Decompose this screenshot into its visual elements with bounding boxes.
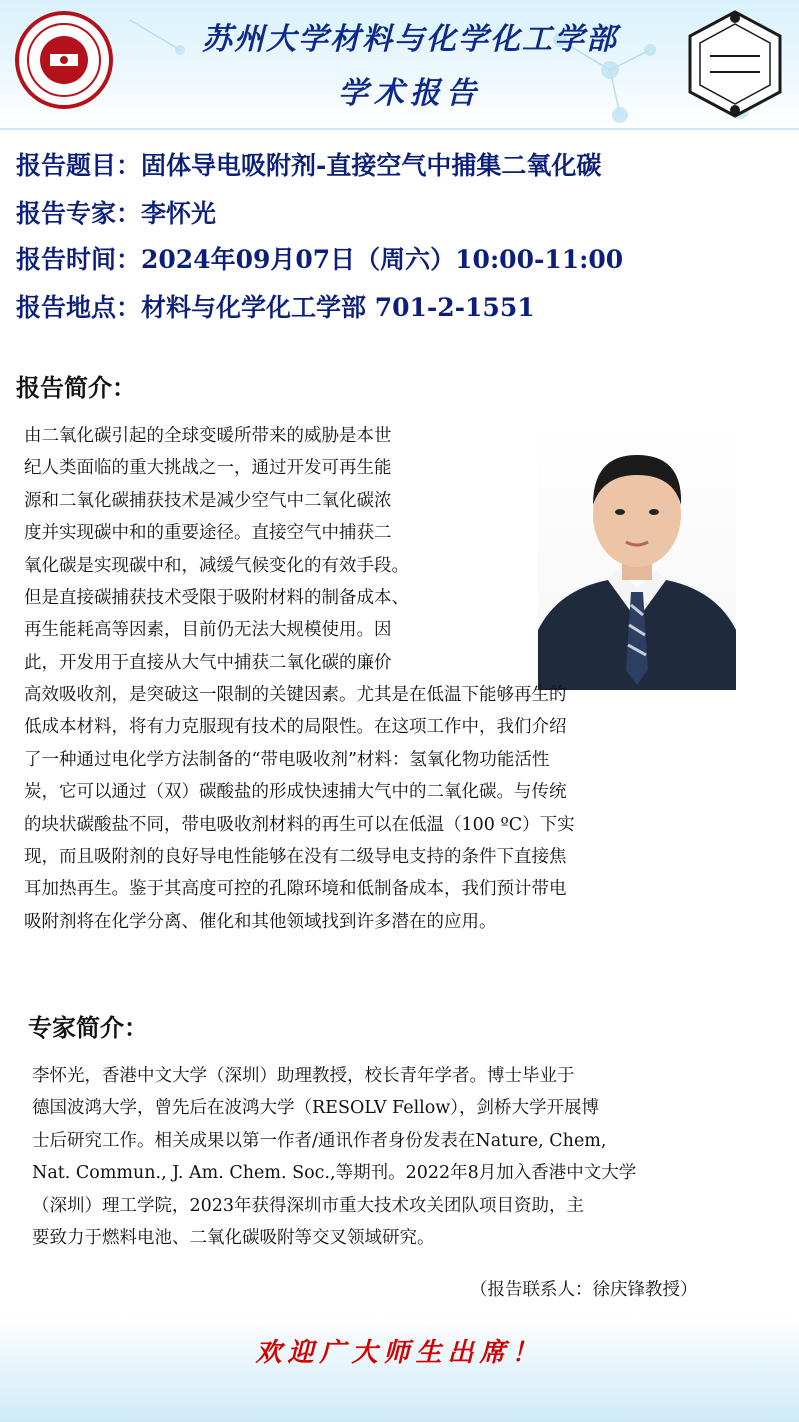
abstract-narrow-block bbox=[24, 420, 534, 679]
header-banner bbox=[0, 0, 799, 130]
welcome-message: 欢迎广大师生出席！ bbox=[255, 1338, 544, 1368]
abstract-line: 吸附剂将在化学分离、催化和其他领域找到许多潜在的应用。 bbox=[24, 911, 497, 932]
report-title: 报告题目：固体导电吸附剂-直接空气中捕集二氧化碳 bbox=[16, 151, 602, 180]
bio-heading: 专家简介： bbox=[28, 1014, 148, 1042]
abstract-line: 现，而且吸附剂的良好导电性能够在没有二级导电支持的条件下直接焦 bbox=[24, 847, 567, 868]
bio-block bbox=[32, 1060, 782, 1254]
report-location: 报告地点：材料与化学化工学部 701-2-1551 bbox=[16, 293, 535, 322]
header-subtitle: 学术报告 bbox=[338, 76, 482, 111]
abstract-line: 的块状碳酸盐不同，带电吸收剂材料的再生可以在低温（100 ºC）下实 bbox=[24, 814, 575, 835]
bio-line: 李怀光，香港中文大学（深圳）助理教授，校长青年学者。博士毕业于 bbox=[32, 1066, 575, 1086]
report-time: 报告时间：2024年09月07日（周六）10:00-11:00 bbox=[16, 245, 624, 274]
abstract-wide-block bbox=[24, 679, 784, 938]
abstract-line: 耳加热再生。鉴于其高度可控的孔隙环境和低制备成本，我们预计带电 bbox=[24, 879, 567, 900]
abstract-line: 纪人类面临的重大挑战之一，通过开发可再生能 bbox=[24, 458, 392, 479]
abstract-line: 再生能耗高等因素，目前仍无法大规模使用。因 bbox=[24, 620, 392, 641]
abstract-line: 了一种通过电化学方法制备的“带电吸收剂”材料：氢氧化物功能活性 bbox=[24, 749, 550, 770]
abstract-line: 源和二氧化碳捕获技术是减少空气中二氧化碳浓 bbox=[24, 490, 392, 511]
report-speaker: 报告专家：李怀光 bbox=[16, 199, 217, 228]
header-school-name: 苏州大学材料与化学化工学部 bbox=[202, 22, 618, 57]
bio-line: 士后研究工作。相关成果以第一作者/通讯作者身份发表在Nature, Chem, bbox=[32, 1130, 607, 1151]
bio-line: Nat. Commun., J. Am. Chem. Soc.,等期刊。2022年8月加入香港中文大学 bbox=[32, 1163, 637, 1184]
soochow-university-seal-icon bbox=[14, 10, 114, 114]
contact-person: （报告联系人：徐庆锋教授） bbox=[470, 1280, 698, 1300]
bio-line: （深圳）理工学院，2023年获得深圳市重大技术攻关团队项目资助，主 bbox=[32, 1195, 585, 1216]
abstract-line: 度并实现碳中和的重要途径。直接空气中捕获二 bbox=[24, 523, 392, 544]
abstract-line: 低成本材料，将有力克服现有技术的局限性。在这项工作中，我们介绍 bbox=[24, 717, 567, 738]
abstract-line: 由二氧化碳引起的全球变暖所带来的威胁是本世 bbox=[24, 426, 392, 446]
abstract-line: 但是直接碳捕获技术受限于吸附材料的制备成本、 bbox=[24, 588, 409, 609]
college-emblem-icon bbox=[680, 8, 790, 124]
abstract-line: 高效吸收剂，是突破这一限制的关键因素。尤其是在低温下能够再生的 bbox=[24, 685, 567, 705]
abstract-heading: 报告简介： bbox=[16, 374, 136, 402]
speaker-photo bbox=[538, 420, 736, 690]
abstract-line: 氧化碳是实现碳中和，减缓气候变化的有效手段。 bbox=[24, 555, 409, 576]
abstract-line: 此，开发用于直接从大气中捕获二氧化碳的廉价 bbox=[24, 652, 392, 673]
abstract-line: 炭，它可以通过（双）碳酸盐的形成快速捕大气中的二氧化碳。与传统 bbox=[24, 782, 567, 803]
bio-line: 要致力于燃料电池、二氧化碳吸附等交叉领域研究。 bbox=[32, 1228, 435, 1249]
bio-line: 德国波鸿大学，曾先后在波鸿大学（RESOLV Fellow），剑桥大学开展博 bbox=[32, 1098, 600, 1119]
